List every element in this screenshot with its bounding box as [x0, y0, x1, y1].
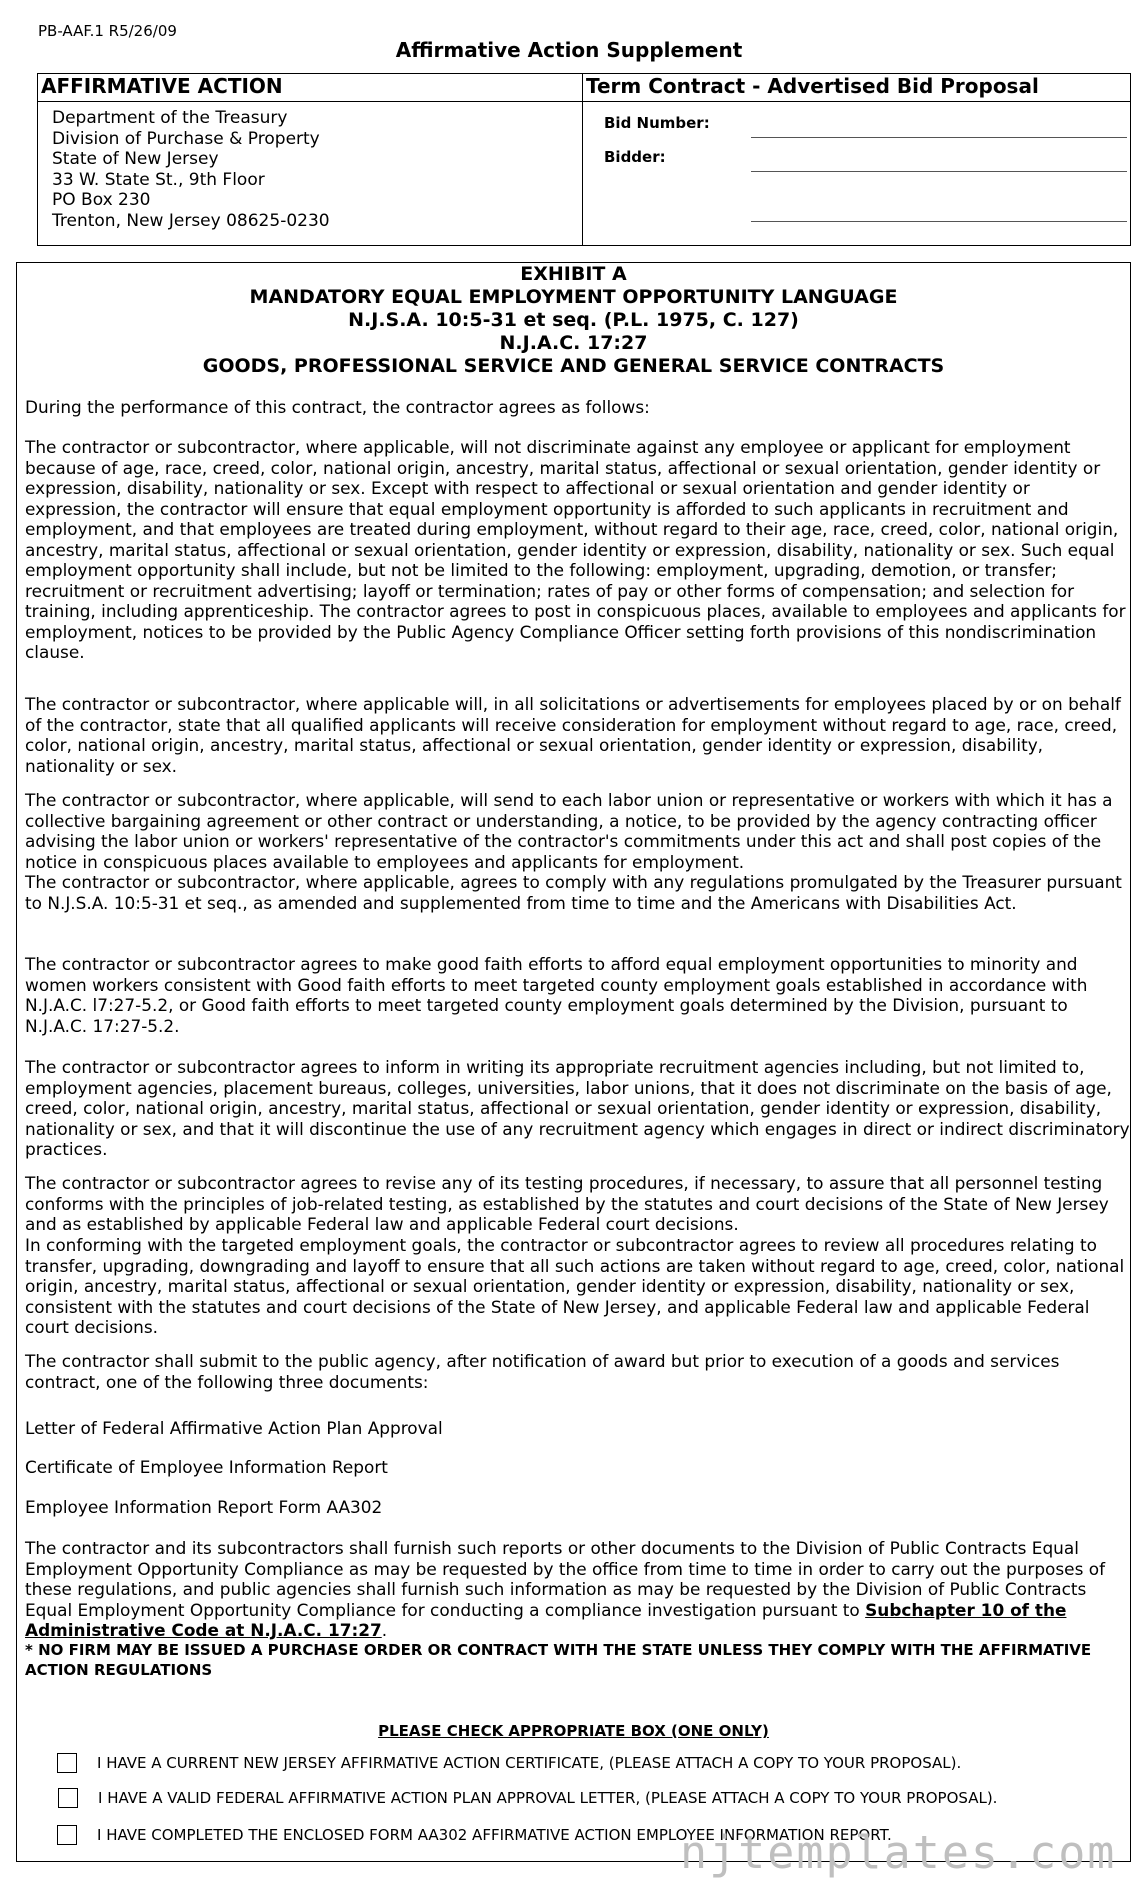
checklist-heading: PLEASE CHECK APPROPRIATE BOX (ONE ONLY): [378, 1722, 769, 1740]
address-line: Department of the Treasury: [52, 108, 288, 128]
form-code: PB-AAF.1 R5/26/09: [38, 22, 177, 40]
labor-union-paragraph: The contractor or subcontractor, where applicable, will send to each labor union or representative or workers with which it has a collective bargaining agreement or other contract or understanding, a notice, to be provided by the agency contracting officer advising the labor union or workers' representative of the contractor's commitments under this act and shall post copies of the notice in conspicuous places available to employees and applicants for employment.: [25, 790, 1113, 872]
exhibit-subtitle: MANDATORY EQUAL EMPLOYMENT OPPORTUNITY LANGUAGE: [249, 286, 898, 308]
address-line: Division of Purchase & Property: [52, 128, 320, 149]
exhibit-heading: [17, 263, 1130, 378]
testing-paragraph: The contractor or subcontractor agrees to revise any of its testing procedures, if necessary, to assure that all personnel testing conforms with the principles of job-related testing, as established by the statutes and court decisions of the State of New Jersey and as established by applicable Federal law and applicable Federal court decisions.: [25, 1173, 1109, 1234]
checkbox[interactable]: [57, 1753, 77, 1773]
document-title: Affirmative Action Supplement: [395, 38, 743, 62]
header-box: [37, 73, 1131, 246]
exhibit-statute: N.J.S.A. 10:5-31 et seq. (P.L. 1975, C. 127): [348, 309, 799, 331]
checklist-option-label: I HAVE A VALID FEDERAL AFFIRMATIVE ACTION PLAN APPROVAL LETTER, (PLEASE ATTACH A COPY TO YOUR PROPOSAL).: [98, 1789, 998, 1807]
checklist-option-label: I HAVE A CURRENT NEW JERSEY AFFIRMATIVE ACTION CERTIFICATE, (PLEASE ATTACH A COPY TO YOUR PROPOSAL).: [97, 1754, 962, 1772]
reports-text: The contractor and its subcontractors shall furnish such reports or other documents to the Division of Public Contracts Equal Employment Opportunity Compliance as may be requested by the office from time to time in order to carry out the purposes of these regulations, and public agencies shall furnish such information as may be requested by the Division of Public Contracts Equal Employment Opportunity Compliance for conducting a compliance investigation pursuant to: [25, 1538, 1106, 1620]
address-line: PO Box 230: [52, 190, 151, 210]
document-option-2: Certificate of Employee Information Report: [25, 1457, 388, 1477]
regulations-paragraph: The contractor or subcontractor, where applicable, agrees to comply with any regulations promulgated by the Treasurer pursuant to N.J.S.A. 10:5-31 et seq., as amended and supplemented from time to time and the Americans with Disabilities Act.: [25, 872, 1122, 913]
reports-paragraph: [25, 1538, 1130, 1641]
affirmative-action-title: AFFIRMATIVE ACTION: [41, 74, 283, 98]
header-left: [38, 74, 582, 245]
term-contract-title: Term Contract - Advertised Bid Proposal: [586, 74, 1039, 98]
targeted-goals-paragraph: In conforming with the targeted employment goals, the contractor or subcontractor agrees to review all procedures relating to transfer, upgrading, downgrading and layoff to ensure that all such actions are taken without regard to age, creed, color, national origin, ancestry, marital status, affectional or sexual orientation, gender identity or expression, disability, nationality or sex, consistent with the statutes and court decisions of the State of New Jersey, and applicable Federal law and applicable Federal court decisions.: [25, 1235, 1125, 1337]
header-right: [582, 74, 1131, 245]
bidder-field[interactable]: [751, 171, 1127, 172]
header-divider: [38, 101, 582, 102]
header-divider: [583, 101, 1131, 102]
documents-paragraph: The contractor shall submit to the public agency, after notification of award but prior to execution of a goods and services contract, one of the following three documents:: [25, 1351, 1060, 1392]
good-faith-paragraph: The contractor or subcontractor agrees to make good faith efforts to afford equal employment opportunities to minority and women workers consistent with Good faith efforts to meet targeted county employment goals established in accordance with N.J.A.C. l7:27-5.2, or Good faith efforts to meet targeted county employment goals determined by the Division, pursuant to N.J.A.C. 17:27-5.2.: [25, 954, 1088, 1036]
checkbox[interactable]: [57, 1825, 77, 1845]
bid-number-field[interactable]: [751, 137, 1127, 138]
intro-paragraph: During the performance of this contract, the contractor agrees as follows:: [25, 397, 650, 417]
subchapter-reference: Subchapter 10 of the Administrative Code at N.J.A.C. 17:27: [25, 1599, 1067, 1640]
watermark: njtemplates.com: [680, 1826, 1117, 1879]
address-line: State of New Jersey: [52, 149, 219, 169]
bidder-label: Bidder:: [604, 148, 666, 166]
checklist-option-label: I HAVE COMPLETED THE ENCLOSED FORM AA302 AFFIRMATIVE ACTION EMPLOYEE INFORMATION REPORT.: [97, 1826, 892, 1844]
compliance-notice: * NO FIRM MAY BE ISSUED A PURCHASE ORDER OR CONTRACT WITH THE STATE UNLESS THEY COMPLY WITH THE AFFIRMATIVE ACTION REGULATIONS: [25, 1641, 1092, 1679]
reports-end: .: [381, 1620, 388, 1640]
document-option-1: Letter of Federal Affirmative Action Plan Approval: [25, 1418, 443, 1438]
address-line: 33 W. State St., 9th Floor: [52, 169, 265, 190]
checkbox[interactable]: [58, 1788, 78, 1808]
exhibit-scope: GOODS, PROFESSIONAL SERVICE AND GENERAL SERVICE CONTRACTS: [202, 355, 945, 377]
agency-address: [52, 108, 330, 231]
bid-number-label: Bid Number:: [604, 114, 710, 132]
document-option-3: Employee Information Report Form AA302: [25, 1497, 383, 1517]
exhibit-title: EXHIBIT A: [520, 263, 627, 285]
recruitment-paragraph: The contractor or subcontractor agrees to inform in writing its appropriate recruitment agencies including, but not limited to, employment agencies, placement bureaus, colleges, universities, labor unions, that it does not discriminate on the basis of age, creed, color, national origin, ancestry, marital status, affectional or sexual orientation, gender identity or expression, disability, nationality or sex, and that it will discontinue the use of any recruitment agency which engages in direct or indirect discriminatory practices.: [25, 1057, 1130, 1159]
exhibit-box: [16, 262, 1131, 1862]
address-line: Trenton, New Jersey 08625-0230: [52, 210, 330, 231]
nondiscrimination-paragraph: The contractor or subcontractor, where applicable, will not discriminate against any employee or applicant for employment because of age, race, creed, color, national origin, ancestry, marital status, affectional or sexual orientation, gender identity or expression, disability, nationality or sex. Except with respect to affectional or sexual orientation and gender identity or expression, the contractor will ensure that equal employment opportunity is afforded to such applicants in recruitment and employment, and that employees are treated during employment, without regard to their age, race, creed, color, national origin, ancestry, marital status, affectional or sexual orientation, gender identity or expression, disability, nationality or sex. Such equal employment opportunity shall include, but not be limited to the following: employment, upgrading, demotion, or transfer; recruitment or recruitment advertising; layoff or termination; rates of pay or other forms of compensation; and selection for training, including apprenticeship. The contractor agrees to post in conspicuous places, available to employees and applicants for employment, notices to be provided by the Public Agency Compliance Officer setting forth provisions of this nondiscrimination clause.: [25, 437, 1126, 662]
exhibit-code: N.J.A.C. 17:27: [499, 332, 648, 354]
bidder-field-line-2[interactable]: [751, 221, 1127, 222]
solicitations-paragraph: The contractor or subcontractor, where applicable will, in all solicitations or advertisements for employees placed by or on behalf of the contractor, state that all qualified applicants will receive consideration for employment without regard to age, race, creed, color, national origin, ancestry, marital status, affectional or sexual orientation, gender identity or expression, disability, nationality or sex.: [25, 694, 1121, 776]
